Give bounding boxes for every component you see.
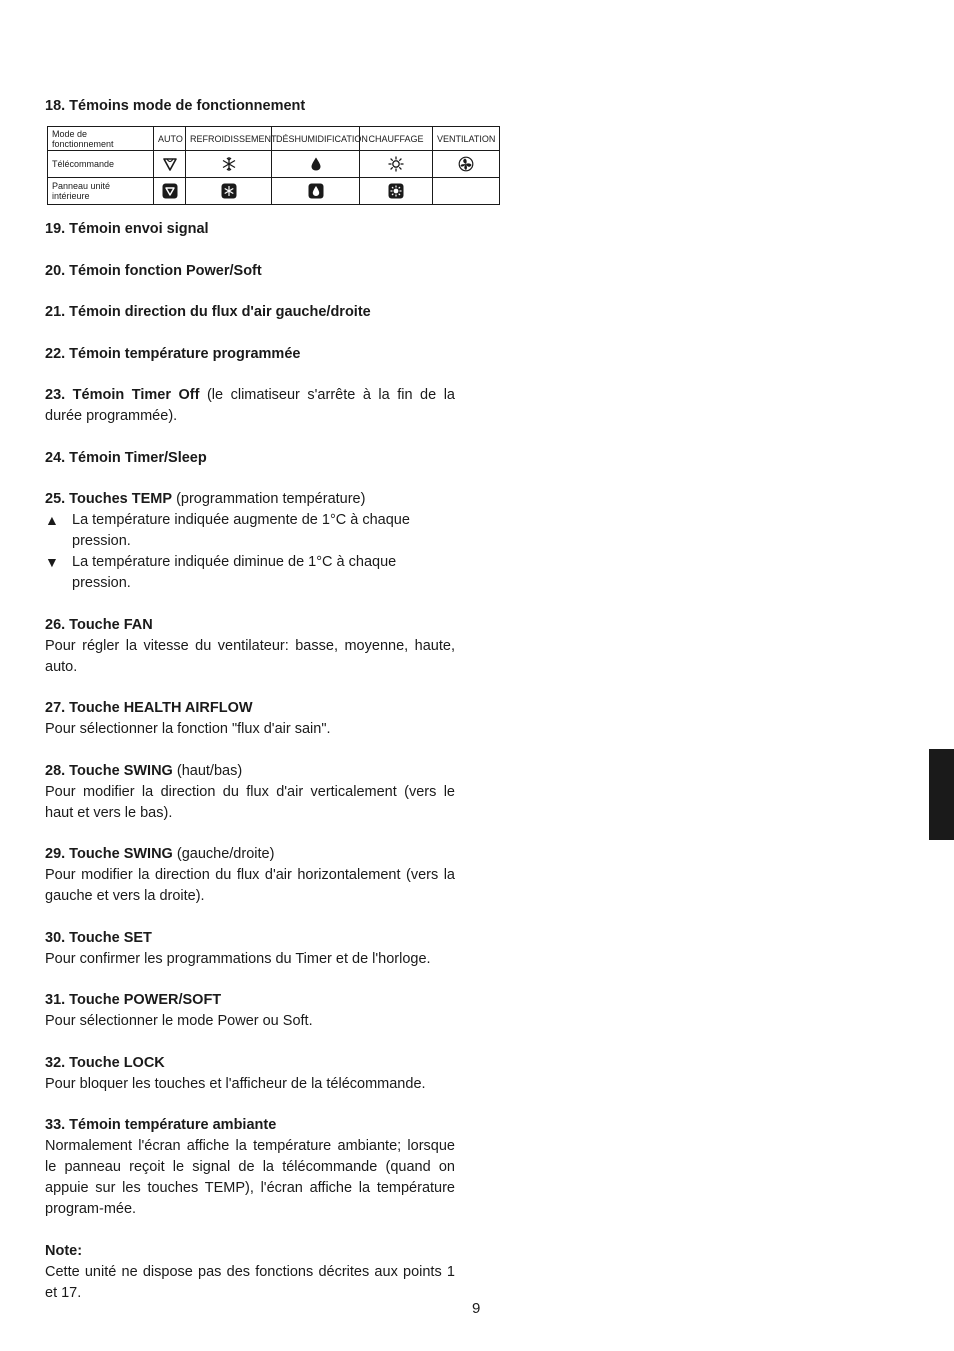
item-28: 28. Touche SWING (haut/bas) Pour modifier la direction du flux d'air verticalement (vers le haut et vers le bas). <box>45 762 455 821</box>
sun-boxed-icon <box>388 183 404 199</box>
section-18-title: 18. Témoins mode de fonctionnement <box>45 98 306 114</box>
item-20: 20. Témoin fonction Power/Soft <box>45 262 262 279</box>
item-19: 19. Témoin envoi signal <box>45 221 209 237</box>
note: Note: Cette unité ne dispose pas des fonctions décrites aux points 1 et 17. <box>45 1242 455 1301</box>
drop-boxed-icon <box>308 183 324 199</box>
auto-icon <box>162 156 178 172</box>
fan-icon <box>458 156 474 172</box>
item-26: 26. Touche FAN Pour régler la vitesse du ventilateur: basse, moyenne, haute, auto. <box>45 616 455 675</box>
table-header-cell: Mode de fonctionnement <box>48 127 154 151</box>
page-number: 9 <box>472 1300 481 1317</box>
table-header-cell: VENTILATION <box>433 127 500 151</box>
item-27: 27. Touche HEALTH AIRFLOW Pour sélectionner la fonction "flux d'air sain". <box>45 700 331 737</box>
item-31: 31. Touche POWER/SOFT Pour sélectionner le mode Power ou Soft. <box>45 992 313 1029</box>
auto-boxed-icon <box>162 183 178 199</box>
item-24: 24. Témoin Timer/Sleep <box>45 449 207 466</box>
temp-up-line: ▲ La température indiquée augmente de 1°C à chaque pression. <box>45 510 455 552</box>
table-header-cell: CHAUFFAGE <box>360 127 433 151</box>
sun-icon <box>388 156 404 172</box>
drop-icon <box>308 156 324 172</box>
item-25: 25. Touches TEMP (programmation température) ▲ La température indiquée augmente de 1°C à chaque pression. ▼ La température indiquée diminue de 1°C à chaque pression. <box>45 489 455 594</box>
empty-cell <box>433 178 500 205</box>
up-arrow-icon: ▲ <box>45 512 59 528</box>
temp-down-line: ▼ La température indiquée diminue de 1°C à chaque pression. <box>45 552 455 594</box>
down-arrow-icon: ▼ <box>45 554 59 570</box>
table-header-cell: AUTO <box>154 127 186 151</box>
table-header-row <box>48 127 500 151</box>
modes-table <box>47 126 500 205</box>
table-header-cell: DÉSHUMIDIFICATION <box>272 127 360 151</box>
section-tab <box>929 749 954 840</box>
snowflake-boxed-icon <box>221 183 237 199</box>
item-32: 32. Touche LOCK Pour bloquer les touches et l'afficheur de la télécommande. <box>45 1054 426 1092</box>
item-22: 22. Témoin température programmée <box>45 345 301 362</box>
item-33: 33. Témoin température ambiante Normalement l'écran affiche la température ambiante; lorsque le panneau reçoit le signal de la télécommande (quand on appuie sur les touches TEMP), l'écran affiche la température program-mée. <box>45 1117 455 1217</box>
item-30: 30. Touche SET Pour confirmer les programmations du Timer et de l'horloge. <box>45 929 431 967</box>
row-label-panel: Panneau unité intérieure <box>48 178 154 205</box>
table-row-panel <box>48 178 500 205</box>
item-21: 21. Témoin direction du flux d'air gauche/droite <box>45 304 371 320</box>
row-label-remote: Télécommande <box>48 151 154 178</box>
item-23: 23. Témoin Timer Off (le climatiseur s'arrête à la fin de la durée programmée). <box>45 387 455 424</box>
table-row-remote <box>48 151 500 178</box>
page-content <box>45 96 496 1304</box>
snowflake-icon <box>221 156 237 172</box>
item-29: 29. Touche SWING (gauche/droite) Pour modifier la direction du flux d'air horizontalement (vers la gauche et vers la droite). <box>45 846 455 904</box>
table-header-cell: REFROIDISSEMENT <box>186 127 272 151</box>
